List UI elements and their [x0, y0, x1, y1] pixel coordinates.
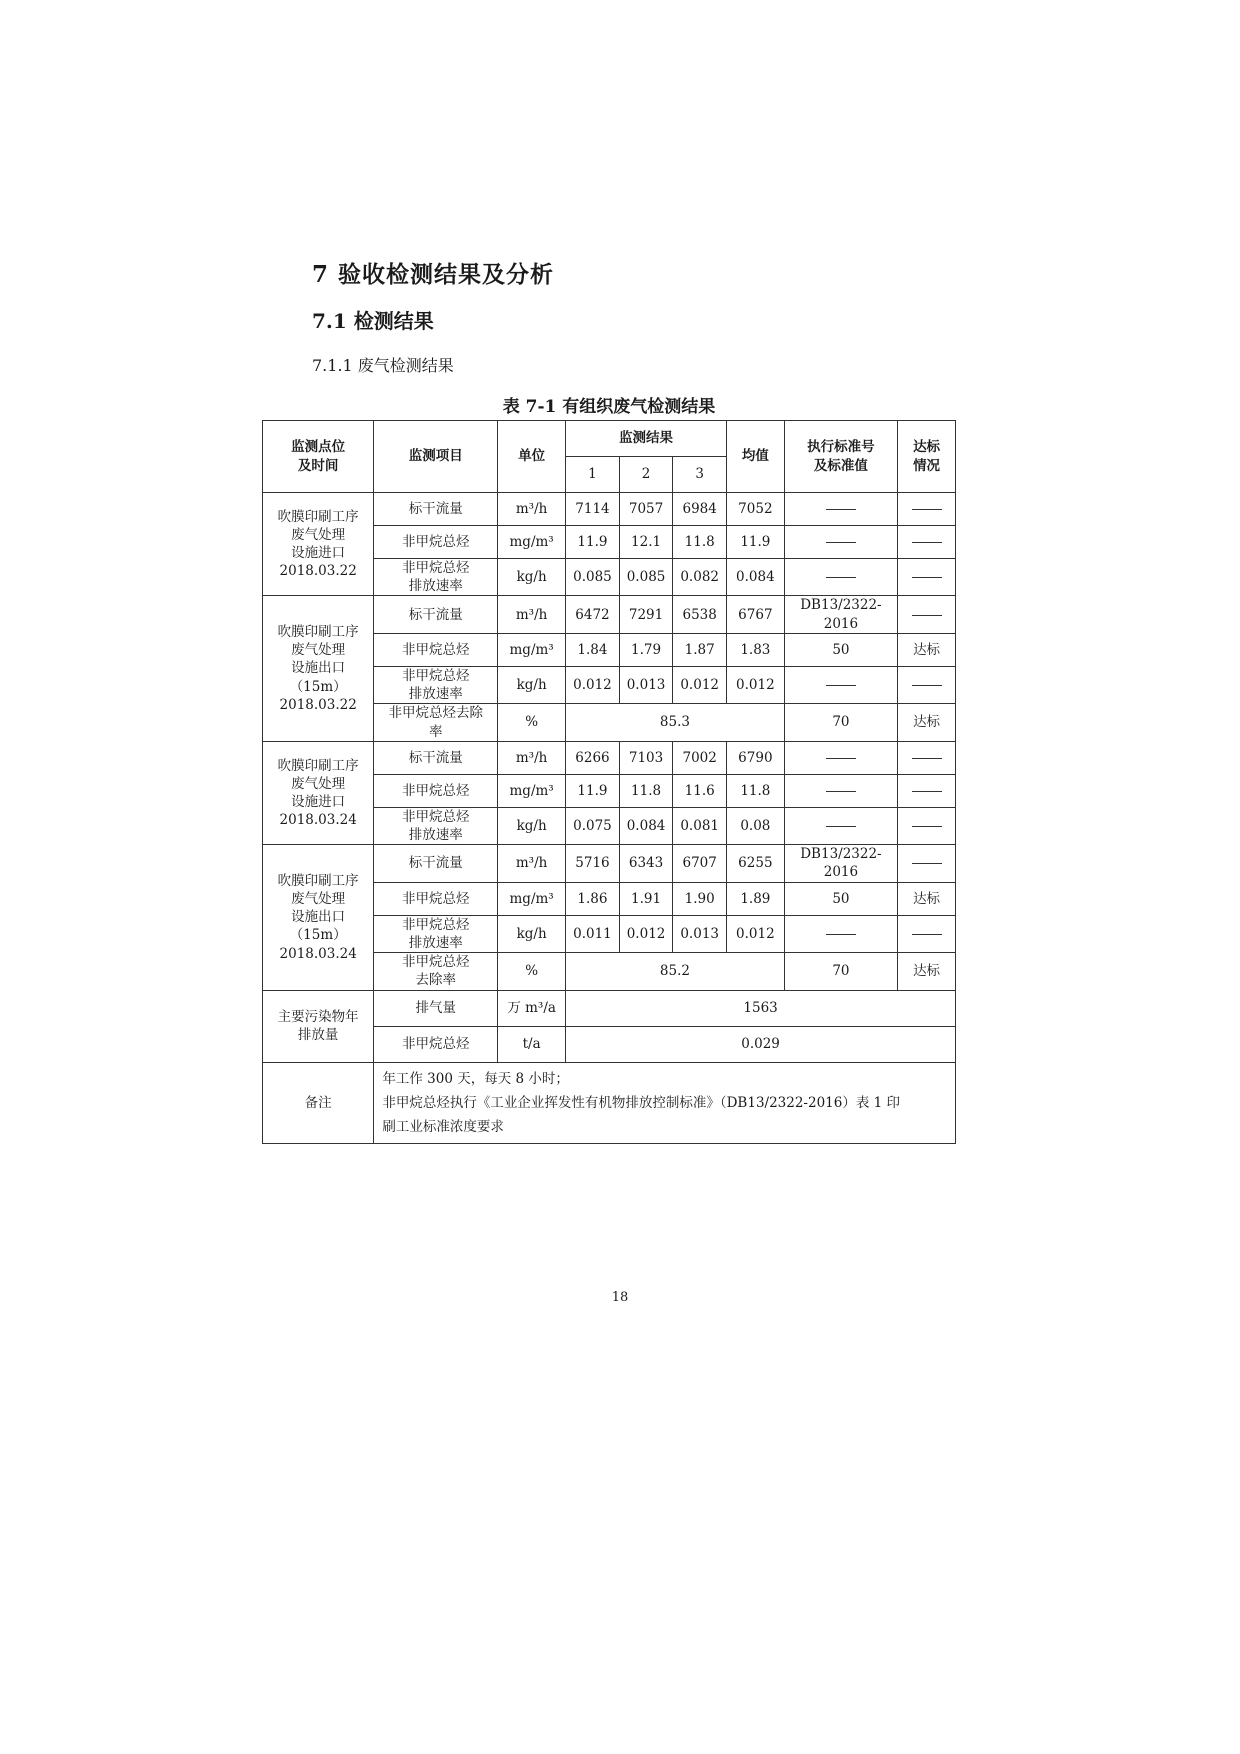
pass-cell: 达标 [898, 953, 956, 990]
result-1-cell: 0.075 [566, 807, 620, 844]
result-2-cell: 12.1 [619, 526, 673, 559]
result-3-cell: 0.012 [673, 666, 727, 703]
mean-cell: 6767 [726, 596, 784, 633]
result-2-cell: 1.79 [619, 633, 673, 666]
unit-cell: m³/h [498, 845, 566, 882]
unit-cell: % [498, 953, 566, 990]
item-cell: 标干流量 [374, 845, 498, 882]
dash-mark [912, 615, 942, 616]
dash-mark [912, 509, 942, 510]
result-1-cell: 6266 [566, 741, 620, 774]
unit-cell: m³/h [498, 741, 566, 774]
header-r1: 1 [566, 457, 620, 493]
location-cell: 吹膜印刷工序 废气处理 设施进口 2018.03.24 [263, 741, 374, 844]
table-row [263, 596, 956, 633]
unit-cell: kg/h [498, 666, 566, 703]
result-2-cell: 11.8 [619, 774, 673, 807]
dash-mark [912, 863, 942, 864]
standard-cell [784, 526, 897, 559]
unit-cell: % [498, 704, 566, 741]
pass-cell [898, 596, 956, 633]
result-3-cell: 11.6 [673, 774, 727, 807]
table-row [263, 741, 956, 774]
header-results: 监测结果 [566, 421, 727, 457]
result-1-cell: 0.011 [566, 915, 620, 952]
page-number: 18 [611, 1290, 629, 1305]
pass-cell [898, 493, 956, 526]
item-cell: 非甲烷总烃 去除率 [374, 953, 498, 990]
result-3-cell: 7002 [673, 741, 727, 774]
dash-mark [912, 542, 942, 543]
result-3-cell: 1.90 [673, 882, 727, 915]
unit-cell: m³/h [498, 596, 566, 633]
mean-cell: 0.084 [726, 559, 784, 596]
dash-mark [912, 791, 942, 792]
standard-cell: DB13/2322-2016 [784, 596, 897, 633]
removal-rate-cell: 85.2 [566, 953, 785, 990]
standard-cell: 70 [784, 704, 897, 741]
header-r3: 3 [673, 457, 727, 493]
annual-label: 主要污染物年 排放量 [263, 990, 374, 1062]
annual-unit: 万 m³/a [498, 990, 566, 1026]
item-cell: 标干流量 [374, 493, 498, 526]
result-1-cell: 1.86 [566, 882, 620, 915]
dash-mark [826, 826, 856, 827]
dash-mark [912, 758, 942, 759]
mean-cell: 0.012 [726, 915, 784, 952]
location-cell: 吹膜印刷工序 废气处理 设施出口 （15m） 2018.03.24 [263, 845, 374, 990]
header-standard: 执行标准号 及标准值 [784, 421, 897, 493]
dash-mark [912, 934, 942, 935]
annual-unit: t/a [498, 1026, 566, 1062]
pass-cell: 达标 [898, 704, 956, 741]
result-1-cell: 5716 [566, 845, 620, 882]
standard-cell [784, 807, 897, 844]
mean-cell: 1.83 [726, 633, 784, 666]
mean-cell: 11.8 [726, 774, 784, 807]
standard-cell: 50 [784, 633, 897, 666]
result-3-cell: 1.87 [673, 633, 727, 666]
item-cell: 非甲烷总烃 排放速率 [374, 666, 498, 703]
result-2-cell: 0.085 [619, 559, 673, 596]
unit-cell: kg/h [498, 807, 566, 844]
remarks-label: 备注 [263, 1062, 374, 1144]
result-1-cell: 1.84 [566, 633, 620, 666]
item-cell: 非甲烷总烃去除 率 [374, 704, 498, 741]
header-item: 监测项目 [374, 421, 498, 493]
subsubsection-heading: 7.1.1 废气检测结果 [312, 356, 454, 375]
unit-cell: mg/m³ [498, 526, 566, 559]
header-mean: 均值 [726, 421, 784, 493]
unit-cell: mg/m³ [498, 633, 566, 666]
pass-cell [898, 666, 956, 703]
unit-cell: mg/m³ [498, 882, 566, 915]
pass-cell: 达标 [898, 633, 956, 666]
item-cell: 非甲烷总烃 [374, 882, 498, 915]
annual-value: 1563 [566, 990, 956, 1026]
result-2-cell: 0.084 [619, 807, 673, 844]
table-caption: 表 7-1 有组织废气检测结果 [502, 397, 716, 417]
remarks-row [263, 1062, 956, 1144]
result-3-cell: 6707 [673, 845, 727, 882]
pass-cell [898, 559, 956, 596]
dash-mark [826, 577, 856, 578]
pass-cell [898, 526, 956, 559]
unit-cell: kg/h [498, 559, 566, 596]
mean-cell: 6255 [726, 845, 784, 882]
result-3-cell: 11.8 [673, 526, 727, 559]
standard-cell: 70 [784, 953, 897, 990]
result-1-cell: 0.085 [566, 559, 620, 596]
mean-cell: 0.08 [726, 807, 784, 844]
result-2-cell: 7057 [619, 493, 673, 526]
unit-cell: kg/h [498, 915, 566, 952]
exhaust-gas-results-table [262, 420, 956, 1144]
pass-cell [898, 807, 956, 844]
standard-cell [784, 741, 897, 774]
dash-mark [912, 577, 942, 578]
standard-cell [784, 666, 897, 703]
header-r2: 2 [619, 457, 673, 493]
item-cell: 标干流量 [374, 741, 498, 774]
section-heading: 7 验收检测结果及分析 [312, 261, 555, 288]
item-cell: 非甲烷总烃 排放速率 [374, 559, 498, 596]
item-cell: 非甲烷总烃 [374, 774, 498, 807]
dash-mark [826, 934, 856, 935]
result-2-cell: 7103 [619, 741, 673, 774]
removal-rate-cell: 85.3 [566, 704, 785, 741]
dash-mark [826, 685, 856, 686]
result-2-cell: 1.91 [619, 882, 673, 915]
standard-cell [784, 915, 897, 952]
item-cell: 非甲烷总烃 排放速率 [374, 807, 498, 844]
annual-value: 0.029 [566, 1026, 956, 1062]
result-3-cell: 0.081 [673, 807, 727, 844]
unit-cell: m³/h [498, 493, 566, 526]
unit-cell: mg/m³ [498, 774, 566, 807]
result-2-cell: 0.013 [619, 666, 673, 703]
header-pass: 达标 情况 [898, 421, 956, 493]
mean-cell: 7052 [726, 493, 784, 526]
result-1-cell: 7114 [566, 493, 620, 526]
result-1-cell: 11.9 [566, 526, 620, 559]
result-3-cell: 6984 [673, 493, 727, 526]
result-2-cell: 0.012 [619, 915, 673, 952]
dash-mark [826, 542, 856, 543]
result-1-cell: 0.012 [566, 666, 620, 703]
annual-item: 排气量 [374, 990, 498, 1026]
remarks-text: 年工作 300 天，每天 8 小时； 非甲烷总烃执行《工业企业挥发性有机物排放控制标准》（DB13/2322-2016）表 1 印 刷工业标准浓度要求 [374, 1062, 956, 1144]
dash-mark [826, 758, 856, 759]
table-body [263, 493, 956, 1144]
subsection-heading: 7.1 检测结果 [312, 309, 434, 333]
standard-cell [784, 493, 897, 526]
dash-mark [826, 509, 856, 510]
location-cell: 吹膜印刷工序 废气处理 设施进口 2018.03.22 [263, 493, 374, 596]
standard-cell [784, 774, 897, 807]
item-cell: 非甲烷总烃 [374, 526, 498, 559]
result-2-cell: 7291 [619, 596, 673, 633]
header-unit: 单位 [498, 421, 566, 493]
dash-mark [912, 685, 942, 686]
table-row [263, 493, 956, 526]
result-1-cell: 6472 [566, 596, 620, 633]
standard-cell [784, 559, 897, 596]
standard-cell: 50 [784, 882, 897, 915]
location-cell: 吹膜印刷工序 废气处理 设施出口 （15m） 2018.03.22 [263, 596, 374, 741]
result-3-cell: 6538 [673, 596, 727, 633]
pass-cell [898, 845, 956, 882]
item-cell: 非甲烷总烃 排放速率 [374, 915, 498, 952]
result-2-cell: 6343 [619, 845, 673, 882]
result-1-cell: 11.9 [566, 774, 620, 807]
mean-cell: 0.012 [726, 666, 784, 703]
item-cell: 非甲烷总烃 [374, 633, 498, 666]
mean-cell: 1.89 [726, 882, 784, 915]
pass-cell [898, 741, 956, 774]
annual-item: 非甲烷总烃 [374, 1026, 498, 1062]
pass-cell [898, 915, 956, 952]
table-row [263, 845, 956, 882]
item-cell: 标干流量 [374, 596, 498, 633]
result-3-cell: 0.082 [673, 559, 727, 596]
result-3-cell: 0.013 [673, 915, 727, 952]
mean-cell: 6790 [726, 741, 784, 774]
dash-mark [912, 826, 942, 827]
header-point: 监测点位 及时间 [263, 421, 374, 493]
annual-row-exhaust [263, 990, 956, 1026]
pass-cell: 达标 [898, 882, 956, 915]
mean-cell: 11.9 [726, 526, 784, 559]
pass-cell [898, 774, 956, 807]
dash-mark [826, 791, 856, 792]
standard-cell: DB13/2322-2016 [784, 845, 897, 882]
